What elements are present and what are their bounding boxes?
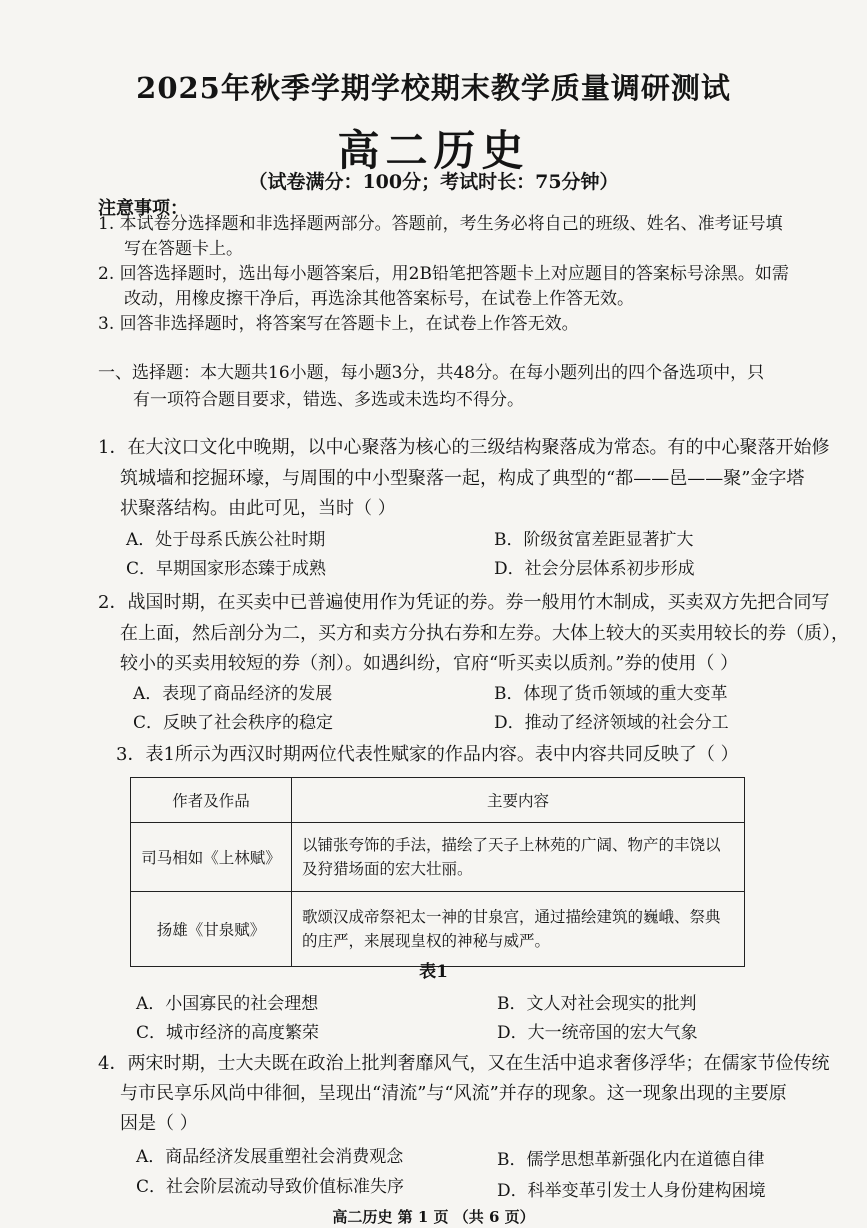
subject-title: 高二历史	[337, 126, 530, 175]
question-4-stem: 与市民享乐风尚中徘徊，呈现出“清流”与“风流”并存的现象。这一现象出现的主要原	[120, 1083, 787, 1104]
table-header-content: 主要内容	[292, 778, 745, 823]
notice-title: 注意事项：	[98, 198, 188, 219]
question-3-stem: 3．表1所示为西汉时期两位代表性赋家的作品内容。表中内容共同反映了（ ）	[116, 744, 739, 765]
question-2-option-b[interactable]: B．体现了货币领域的重大变革	[494, 684, 728, 704]
table-header-row	[131, 778, 745, 823]
section-instruction: 有一项符合题目要求，错选、多选或未选均不得分。	[133, 390, 524, 410]
question-1-option-b[interactable]: B．阶级贫富差距显著扩大	[494, 530, 694, 550]
question-2-option-c[interactable]: C．反映了社会秩序的稳定	[133, 713, 334, 733]
question-1-stem: 1．在大汶口文化中晚期，以中心聚落为核心的三级结构聚落成为常态。有的中心聚落开始修	[98, 437, 830, 458]
notice-line: 3. 回答非选择题时，将答案写在答题卡上，在试卷上作答无效。	[98, 314, 579, 334]
question-2-stem: 较小的买卖用较短的券（剂）。如遇纠纷，官府“听买卖以质剂。”券的使用（ ）	[120, 653, 739, 674]
question-4-stem: 4．两宋时期，士大夫既在政治上批判奢靡风气，又在生活中追求奢侈浮华；在儒家节俭传统	[98, 1053, 830, 1074]
question-3-option-d[interactable]: D．大一统帝国的宏大气象	[497, 1023, 698, 1043]
question-4-option-d[interactable]: D．科举变革引发士人身份建构困境	[497, 1181, 766, 1201]
table-cell-content: 歌颂汉成帝祭祀太一神的甘泉宫，通过描绘建筑的巍峨、祭典的庄严，来展现皇权的神秘与威严。	[292, 892, 745, 967]
question-2-stem: 2．战国时期，在买卖中已普遍使用作为凭证的券。券一般用竹木制成，买卖双方先把合同写	[98, 592, 830, 613]
question-1-option-d[interactable]: D．社会分层体系初步形成	[494, 559, 695, 579]
table-cell-author: 司马相如《上林赋》	[131, 823, 292, 892]
exam-title: 2025年秋季学期学校期末教学质量调研测试	[136, 71, 731, 105]
notice-line: 写在答题卡上。	[124, 239, 243, 259]
table-cell-author: 扬雄《甘泉赋》	[131, 892, 292, 967]
notice-line: 改动，用橡皮擦干净后，再选涂其他答案标号，在试卷上作答无效。	[124, 289, 634, 309]
question-4-option-a[interactable]: A．商品经济发展重塑社会消费观念	[136, 1147, 404, 1167]
table-cell-content: 以铺张夸饰的手法，描绘了天子上林苑的广阔、物产的丰饶以及狩猎场面的宏大壮丽。	[292, 823, 745, 892]
question-4-option-c[interactable]: C．社会阶层流动导致价值标准失序	[136, 1177, 405, 1197]
question-1-stem: 状聚落结构。由此可见，当时（ ）	[120, 498, 396, 519]
table-row	[131, 892, 745, 967]
question-2-option-a[interactable]: A．表现了商品经济的发展	[133, 684, 333, 704]
table-row	[131, 823, 745, 892]
table-1	[130, 777, 745, 967]
section-instruction: 一、选择题：本大题共16小题，每小题3分，共48分。在每小题列出的四个备选项中，只	[98, 363, 765, 383]
table-header-author: 作者及作品	[131, 778, 292, 823]
question-3-option-c[interactable]: C．城市经济的高度繁荣	[136, 1023, 320, 1043]
question-4-option-b[interactable]: B．儒学思想革新强化内在道德自律	[497, 1150, 765, 1170]
question-2-option-d[interactable]: D．推动了经济领域的社会分工	[494, 713, 729, 733]
table-caption: 表1	[419, 962, 448, 982]
question-2-stem: 在上面，然后剖分为二，买方和卖方分执右券和左券。大体上较大的买卖用较长的券（质），	[120, 623, 849, 644]
notice-line: 2. 回答选择题时，选出每小题答案后，用2B铅笔把答题卡上对应题目的答案标号涂黑。如需	[98, 264, 789, 284]
question-1-stem: 筑城墙和挖掘环壕，与周围的中小型聚落一起，构成了典型的“都——邑——聚”金字塔	[120, 468, 805, 489]
notice-line: 1. 本试卷分选择题和非选择题两部分。答题前，考生务必将自己的班级、姓名、准考证号填	[98, 214, 783, 234]
page-footer: 高二历史 第 1 页 （共 6 页）	[332, 1208, 535, 1226]
exam-meta: （试卷满分：100分；考试时长：75分钟）	[248, 171, 619, 193]
question-3-option-b[interactable]: B．文人对社会现实的批判	[497, 994, 697, 1014]
question-4-stem: 因是（ ）	[120, 1113, 198, 1134]
question-1-option-c[interactable]: C．早期国家形态臻于成熟	[126, 559, 327, 579]
question-3-option-a[interactable]: A．小国寡民的社会理想	[136, 994, 319, 1014]
question-1-option-a[interactable]: A．处于母系氏族公社时期	[126, 530, 326, 550]
